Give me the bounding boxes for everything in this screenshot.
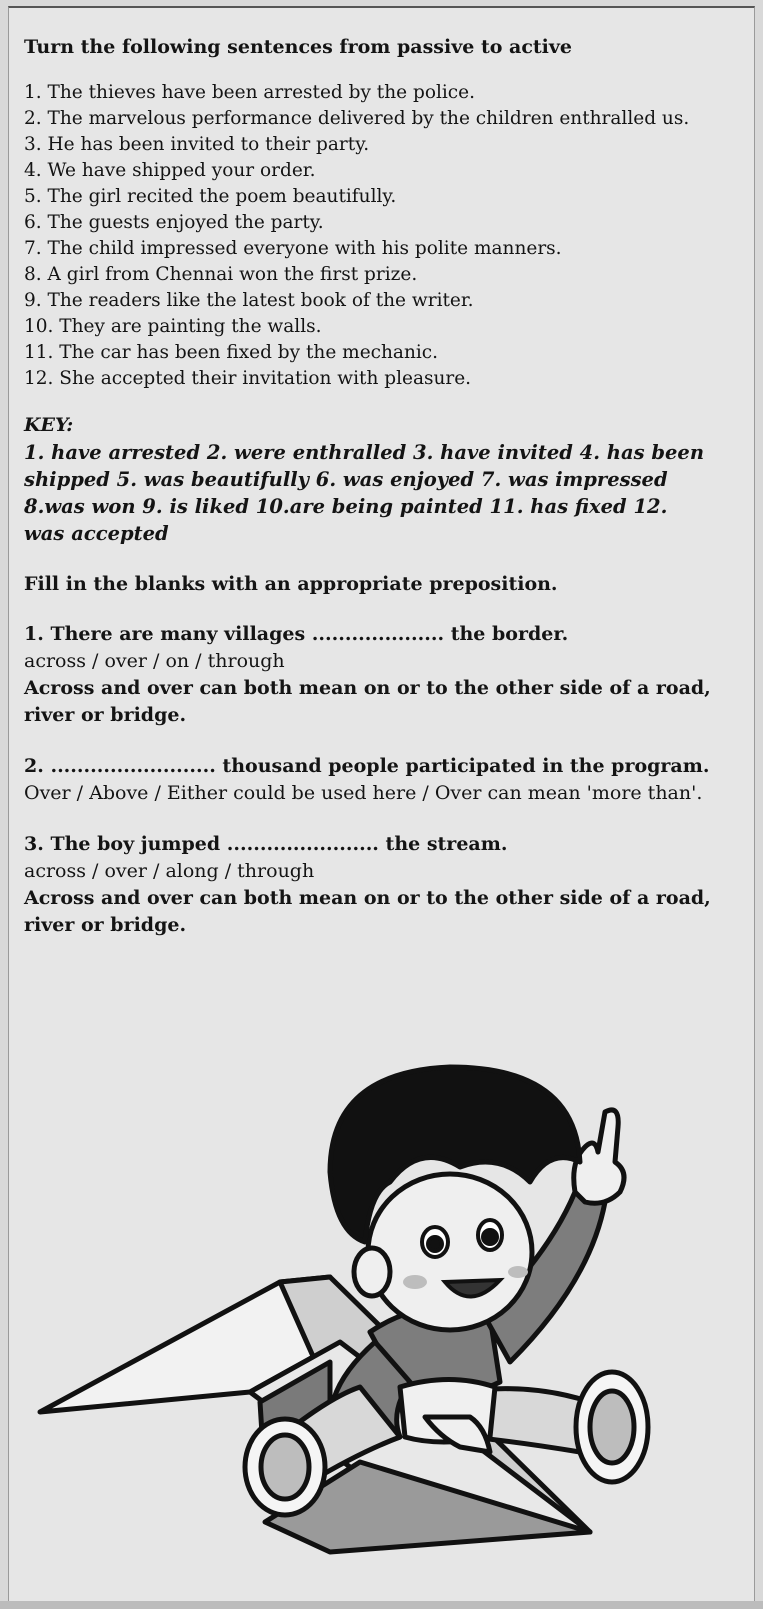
- key-label: KEY:: [24, 414, 74, 436]
- question-prompt: 2. ......................... thousand people participated in the program.: [24, 755, 710, 777]
- question-3: [24, 831, 748, 939]
- worksheet-content: [24, 34, 748, 939]
- bottom-bar: [0, 1601, 763, 1609]
- list-item: 5. The girl recited the poem beautifully.: [24, 186, 397, 207]
- section1-heading: Turn the following sentences from passive to active: [24, 36, 573, 58]
- list-item: 2. The marvelous performance delivered by the children enthralled us.: [24, 108, 690, 129]
- sentence-list: [24, 80, 748, 392]
- preposition-section: [24, 571, 748, 939]
- list-item: 3. He has been invited to their party.: [24, 134, 370, 155]
- question-1: [24, 621, 748, 729]
- list-item: 4. We have shipped your order.: [24, 160, 316, 181]
- boy-on-paper-plane-illustration: [30, 1042, 680, 1562]
- list-item: 7. The child impressed everyone with his polite manners.: [24, 238, 562, 259]
- answer-key: [24, 412, 748, 547]
- list-item: 12. She accepted their invitation with pleasure.: [24, 368, 472, 389]
- list-item: 10. They are painting the walls.: [24, 316, 322, 337]
- question-explanation: Across and over can both mean on or to the other side of a road, river or bridge.: [24, 677, 711, 726]
- key-answers: 1. have arrested 2. were enthralled 3. have invited 4. has been shipped 5. was beautifully 6. was enjoyed 7. was impressed 8.was won 9. is liked 10.are being painted 11. has fixed 12. was accepted: [24, 441, 705, 545]
- question-explanation: Across and over can both mean on or to the other side of a road, river or bridge.: [24, 887, 711, 936]
- list-item: 6. The guests enjoyed the party.: [24, 212, 324, 233]
- section2-heading: Fill in the blanks with an appropriate preposition.: [24, 573, 558, 595]
- question-prompt: 3. The boy jumped ....................... the stream.: [24, 833, 508, 855]
- question-prompt: 1. There are many villages .................... the border.: [24, 623, 569, 645]
- list-item: 11. The car has been fixed by the mechanic.: [24, 342, 439, 363]
- question-options: Over / Above / Either could be used here / Over can mean 'more than'.: [24, 782, 703, 804]
- question-2: [24, 753, 748, 807]
- question-options: across / over / along / through: [24, 860, 315, 882]
- list-item: 9. The readers like the latest book of the writer.: [24, 290, 474, 311]
- list-item: 8. A girl from Chennai won the first prize.: [24, 264, 418, 285]
- question-options: across / over / on / through: [24, 650, 285, 672]
- list-item: 1. The thieves have been arrested by the police.: [24, 82, 475, 103]
